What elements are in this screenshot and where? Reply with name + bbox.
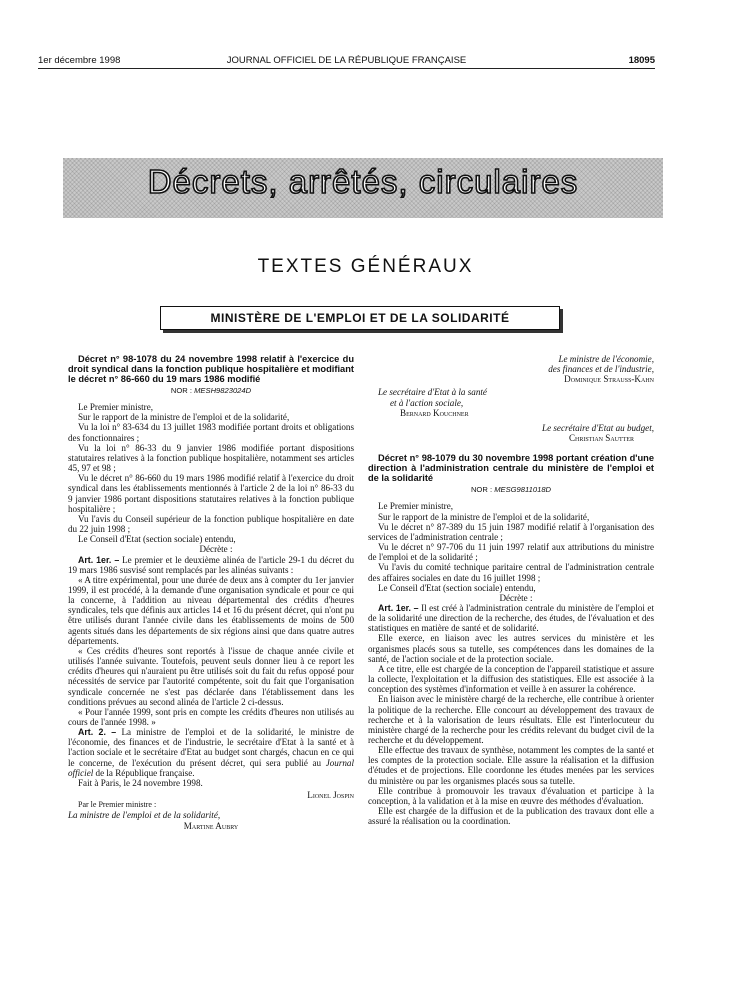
decree2-para: Elle est chargée de la diffusion et de la publication des travaux dont elle a assuré la réalisation ou la coordination. (368, 806, 654, 827)
decree1-para: Vu la loi n° 86-33 du 9 janvier 1986 modifiée portant dispositions statutaires relatives à la fonction publique hospitalière, notamment ses articles 45, 97 et 98 ; (68, 442, 354, 474)
decree1-para: Sur le rapport de la ministre de l'emploi et de la solidarité, (78, 412, 290, 423)
decree1-para: Vu la loi n° 83-634 du 13 juillet 1983 modifiée portant droits et obligations des fonctionnaires ; (68, 422, 354, 443)
decree1-quote: « Ces crédits d'heures sont reportés à l'issue de chaque année civile et utilisés l'année suivante. Toutefois, peuvent seuls donner lieu à ce report les crédits d'heures qui n'auraient pu être utilisés soit du fait du refus opposé pour nécessités de service par l'autorité compétente, soit du fait que l'organisation syndicale concernée ne s'est pas déclarée dans l'établissement dans les conditions prévues au second alinéa de l'article 2 ci-dessus. (68, 645, 354, 707)
dsk-signature: Dominique Strauss-Kahn (564, 374, 654, 385)
decree2-title: Décret n° 98-1079 du 30 novembre 1998 portant création d'une direction à l'administration centrale du ministère de l'emploi et de la solidarité (368, 453, 654, 484)
decree2-article1: Art. 1er. – Il est créé à l'administration centrale du ministère de l'emploi et de la solidarité une direction de la recherche, des études, de l'évaluation et des statistiques en matière de santé et de solidarité. (368, 602, 654, 634)
decree2-para: Sur le rapport de la ministre de l'emploi et de la solidarité, (378, 511, 590, 522)
header-journal: JOURNAL OFFICIEL DE LA RÉPUBLIQUE FRANÇAISE (226, 55, 467, 66)
decree2-para: A ce titre, elle est chargée de la conception de l'appareil statistique et assure la collecte, l'exploitation et la diffusion des statistiques. Elle est associée à la conception des systèmes d'information et veille à en assurer la cohérence. (368, 663, 654, 695)
sec-budget: Le secrétaire d'Etat au budget, (542, 422, 654, 433)
sec-sante: Le secrétaire d'Etat à la santé (378, 387, 487, 398)
decree2-para: Le Conseil d'Etat (section sociale) entendu, (378, 582, 536, 593)
aubry-signature: Martine Aubry (183, 820, 239, 831)
decree1-para: Le Conseil d'Etat (section sociale) entendu, (78, 534, 236, 545)
kouchner-signature: Bernard Kouchner (400, 407, 469, 418)
decree1-quote: « A titre expérimental, pour une durée de deux ans à compter du 1er janvier 1999, il est procédé, à la demande d'une organisation syndicale et pour ce qui la concerne, à l'addition au niveau départemental des crédits d'heures syndicales, tels que définis aux articles 14 et 16 du présent décret, qui n'ont pu être utilisés durant l'année civile dans les établissements de moins de 500 agents situés dans les départements de six régions ainsi que dans quatre autres départements. (68, 574, 354, 646)
decree1-para: Le Premier ministre, (78, 402, 154, 413)
decree1-done: Fait à Paris, le 24 novembre 1998. (78, 777, 203, 788)
decree1-title: Décret n° 98-1078 du 24 novembre 1998 relatif à l'exercice du droit syndical dans la fonction publique hospitalière et modifiant le décret n° 86-660 du 19 mars 1986 modifié (68, 354, 354, 384)
right-column (368, 354, 654, 826)
sec-sante-2: et à l'action sociale, (390, 397, 464, 408)
header-rule (38, 68, 655, 69)
page-header (38, 55, 655, 69)
decree2-para: En liaison avec le ministère chargé de la recherche, elle contribue à orienter la politique de la recherche. Elle concourt au développement des travaux de recherche et à la valorisation de leurs résultats. Elle est l'interlocuteur du ministère chargé de la recherche pour les crédits relevant du budget civil de la recherche et du développement. (368, 694, 654, 745)
sautter-signature: Christian Sautter (568, 433, 634, 444)
decree1-article1: Art. 1er. – Le premier et le deuxième alinéa de l'article 29-1 du décret du 19 mars 1986 susvisé sont remplacés par les alinéas suivants : (68, 554, 354, 575)
decree1-para: Vu le décret n° 86-660 du 19 mars 1986 modifié relatif à l'exercice du droit syndical dans les établissements mentionnés à l'article 2 de la loi n° 86-33 du 9 janvier 1986 portant dispositions statutaires relatives à la fonction publique hospitalière ; (68, 473, 354, 514)
ministry-box: MINISTÈRE DE L'EMPLOI ET DE LA SOLIDARITÉ (160, 306, 560, 330)
section-title: TEXTES GÉNÉRAUX (257, 256, 474, 277)
header-page-number: 18095 (628, 55, 655, 66)
decree2-para: Vu le décret n° 87-389 du 15 juin 1987 modifié relatif à l'organisation des services de l'administration centrale ; (368, 521, 654, 542)
decree2-para: Le Premier ministre, (378, 501, 454, 512)
decree1-para: Vu l'avis du Conseil supérieur de la fonction publique hospitalière en date du 22 juin 1998 ; (68, 513, 354, 535)
ministre-eco: Le ministre de l'économie, (558, 354, 654, 364)
pm-signature: Lionel Jospin (307, 790, 354, 801)
header-date: 1er décembre 1998 (38, 55, 121, 66)
decree2-para: Elle contribue à promouvoir les travaux d'évaluation et participe à la conception, à la validation et à la mise en œuvre des méthodes d'évaluation. (368, 785, 654, 806)
decree1-article2: Art. 2. – La ministre de l'emploi et de la solidarité, le ministre de l'économie, des finances et de l'industrie, le secrétaire d'Etat à la santé et à l'action sociale et le secrétaire d'Etat au budget sont chargés, chacun en ce qui le concerne, de l'exécution du présent décret, qui sera publié au Journal officiel de la République française. (68, 727, 354, 778)
decree1-quote: « Pour l'année 1999, sont pris en compte les crédits d'heures non utilisés au cours de l'année 1998. » (68, 706, 354, 727)
left-column (68, 354, 354, 831)
decree1-nor: NOR : MESH9823024D (170, 386, 252, 395)
decree2-decrete: Décrète : (499, 592, 533, 603)
ministre-emploi: La ministre de l'emploi et de la solidarité, (68, 810, 221, 821)
decree2-para: Vu le décret n° 97-706 du 11 juin 1997 relatif aux attributions du ministre de l'emploi et de la solidarité ; (368, 542, 654, 563)
ministre-eco-2: des finances et de l'industrie, (548, 364, 654, 375)
decree2-para: Elle effectue des travaux de synthèse, notamment les comptes de la santé et les comptes de la protection sociale. Elle assure la réalisation et la diffusion d'études et de projections. Elle coordonne les études menées par les services du ministère ou par les organismes placés sous sa tutelle. (368, 745, 654, 786)
par-premier-ministre: Par le Premier ministre : (78, 800, 157, 810)
banner-title: Décrets, arrêtés, circulaires (147, 163, 579, 200)
decree1-decrete: Décrète : (199, 544, 233, 555)
decree2-para: Vu l'avis du comité technique paritaire central de l'administration centrale des affaires sociales en date du 16 juillet 1998 ; (368, 562, 654, 583)
decree2-para: Elle exerce, en liaison avec les autres services du ministère et les organismes placés sous sa tutelle, ses compétences dans les domaines de la santé, de l'action sociale et de la protection sociale. (368, 633, 654, 664)
decree2-nor: NOR : MESG9811018D (470, 485, 552, 495)
